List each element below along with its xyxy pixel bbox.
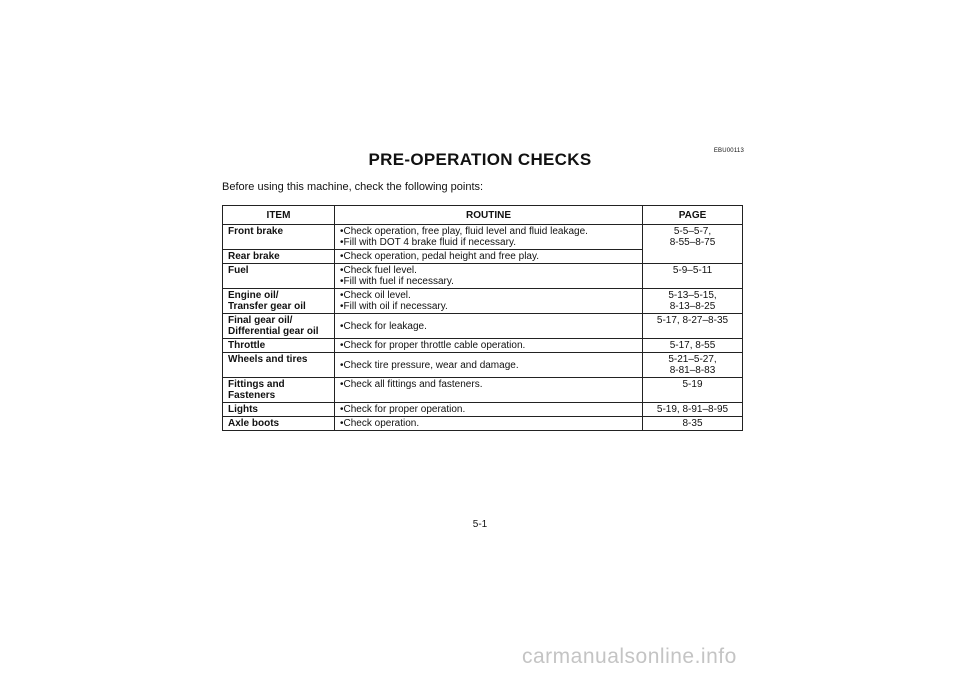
- header-page: PAGE: [643, 206, 743, 225]
- item-line: Front brake: [228, 226, 284, 237]
- document-code: EBU00113: [713, 148, 744, 154]
- pre-operation-checks-table: [222, 205, 743, 431]
- table-row: [223, 289, 743, 314]
- item-cell: [223, 378, 335, 403]
- item-line: Wheels and tires: [228, 354, 308, 365]
- page-cell: [643, 314, 743, 339]
- routine-line: • Check tire pressure, wear and damage.: [340, 360, 637, 371]
- routine-line: • Fill with DOT 4 brake fluid if necessary.: [340, 237, 637, 248]
- page-line: 8-55–8-75: [669, 237, 716, 248]
- routine-line: • Check for proper operation.: [340, 404, 637, 415]
- routine-cell: [335, 378, 643, 403]
- page-cell: [643, 225, 743, 264]
- routine-cell: [335, 353, 643, 378]
- page-line: 5-5–5-7,: [673, 226, 712, 237]
- page-number: 5-1: [472, 519, 488, 530]
- routine-line: • Check for leakage.: [340, 321, 637, 332]
- page-line: 8-81–8-83: [669, 365, 716, 376]
- item-line: Rear brake: [228, 251, 280, 262]
- routine-line: • Check oil level.: [340, 290, 637, 301]
- item-cell: [223, 417, 335, 431]
- routine-cell: [335, 403, 643, 417]
- routine-cell: [335, 289, 643, 314]
- page-line: 5-21–5-27,: [668, 354, 717, 365]
- item-cell: [223, 339, 335, 353]
- routine-line: • Check fuel level.: [340, 265, 637, 276]
- routine-cell: [335, 314, 643, 339]
- routine-cell: [335, 225, 643, 250]
- item-line: Fittings and Fasteners: [228, 379, 285, 401]
- item-cell: [223, 264, 335, 289]
- item-cell: [223, 250, 335, 264]
- item-cell: [223, 225, 335, 250]
- header-routine: ROUTINE: [335, 206, 643, 225]
- item-line: Lights: [228, 404, 258, 415]
- table-row: [223, 339, 743, 353]
- routine-line: • Check operation, free play, fluid level and fluid leakage.: [340, 226, 637, 237]
- routine-line: • Check operation, pedal height and free play.: [340, 251, 637, 262]
- table-row: [223, 314, 743, 339]
- page-cell: [643, 339, 743, 353]
- item-line: Axle boots: [228, 418, 280, 429]
- page-cell: [643, 378, 743, 403]
- routine-cell: [335, 417, 643, 431]
- item-cell: [223, 403, 335, 417]
- page-line: 5-17, 8-55: [669, 340, 716, 351]
- item-line: Fuel: [228, 265, 249, 276]
- routine-line: • Check for proper throttle cable operation.: [340, 340, 637, 351]
- routine-cell: [335, 264, 643, 289]
- routine-line: • Fill with oil if necessary.: [340, 301, 637, 312]
- routine-cell: [335, 339, 643, 353]
- page-cell: [643, 417, 743, 431]
- table-row: [223, 417, 743, 431]
- intro-text: Before using this machine, check the following points:: [222, 181, 484, 193]
- page-title: PRE-OPERATION CHECKS: [368, 150, 592, 169]
- item-cell: [223, 314, 335, 339]
- page-line: 5-19, 8-91–8-95: [656, 404, 729, 415]
- page-line: 8-35: [682, 418, 703, 429]
- page-line: 8-13–8-25: [669, 301, 716, 312]
- page-line: 5-9–5-11: [672, 265, 713, 276]
- routine-line: • Fill with fuel if necessary.: [340, 276, 637, 287]
- page-line: 5-17, 8-27–8-35: [656, 315, 729, 326]
- page-line: 5-19: [682, 379, 703, 390]
- routine-line: • Check operation.: [340, 418, 637, 429]
- page-cell: [643, 264, 743, 289]
- table-row: [223, 378, 743, 403]
- page-cell: [643, 403, 743, 417]
- item-line: Engine oil/: [228, 290, 279, 301]
- table-row: [223, 264, 743, 289]
- item-line: Transfer gear oil: [228, 301, 306, 312]
- item-line: Throttle: [228, 340, 266, 351]
- item-line: Final gear oil/: [228, 315, 293, 326]
- table-header-row: [223, 206, 743, 225]
- routine-line: • Check all fittings and fasteners.: [340, 379, 637, 390]
- table-row: [223, 353, 743, 378]
- header-item: ITEM: [223, 206, 335, 225]
- table-row: [223, 403, 743, 417]
- routine-cell: [335, 250, 643, 264]
- page-line: 5-13–5-15,: [668, 290, 717, 301]
- watermark: carmanualsonline.info: [522, 645, 737, 668]
- item-cell: [223, 353, 335, 378]
- page-cell: [643, 289, 743, 314]
- page-cell: [643, 353, 743, 378]
- table-row: [223, 225, 743, 250]
- item-cell: [223, 289, 335, 314]
- item-line: Differential gear oil: [228, 326, 319, 337]
